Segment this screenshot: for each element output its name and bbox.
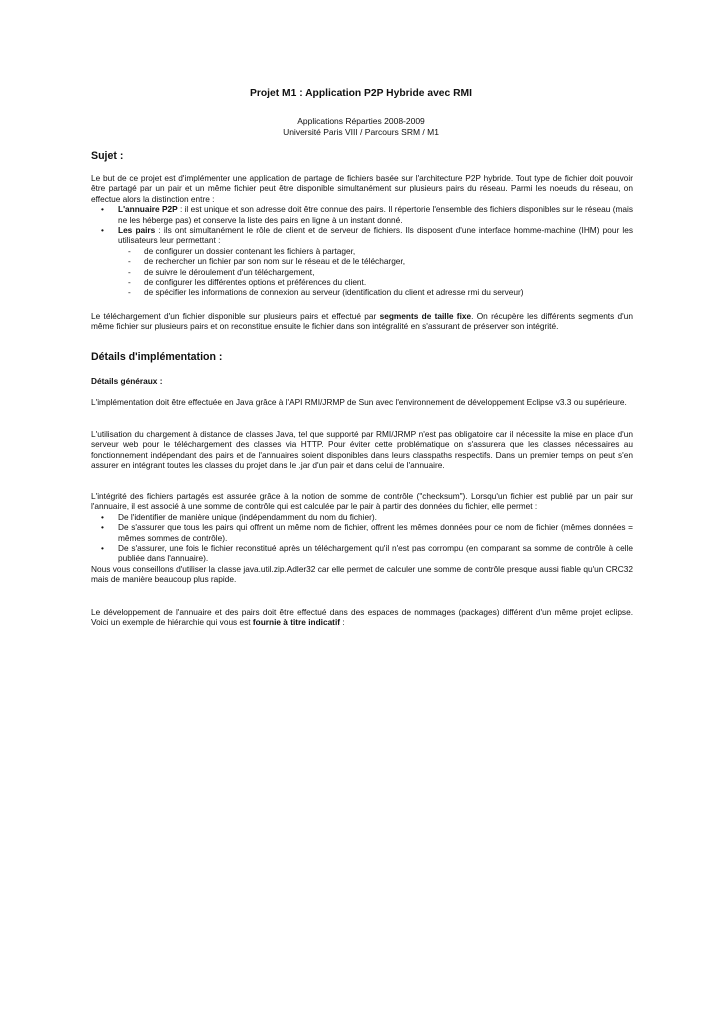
download-paragraph	[91, 311, 633, 332]
details-p4	[91, 607, 633, 628]
annuaire-label: L'annuaire P2P	[118, 204, 178, 215]
list-item: - de configurer les différentes options et préférences du client.	[91, 277, 633, 287]
list-item: - de suivre le déroulement d'un téléchargement,	[91, 267, 633, 277]
p4-text-pre: Le développement de l'annuaire et des pairs doit être effectué dans des espaces de nommages (packages) différent d'un même projet eclipse. Voici un exemple de hiérarchie qui vous est	[91, 607, 633, 628]
sujet-intro: Le but de ce projet est d'implémenter une application de partage de fichiers basée sur l'architecture P2P hybride. Tout type de fichier doit pouvoir être partagé par un pair et un même fichier peut être disponible simultanément sur plusieurs pairs du réseau. Parmi les noeuds du réseau, on effectue alors la distinction entre :	[91, 173, 633, 204]
download-text-bold: segments de taille fixe	[379, 311, 472, 321]
node-types-list	[91, 204, 633, 298]
details-heading: Détails d'implémentation :	[91, 351, 223, 363]
details-p3-after: Nous vous conseillons d'utiliser la classe java.util.zip.Adler32 car elle permet de calculer une somme de contrôle presque aussi fiable qu'un CRC32 mais de manière beaucoup plus rapide.	[91, 563, 633, 585]
list-item: - de spécifier les informations de connexion au serveur (identification du client et adresse rmi du serveur)	[91, 287, 633, 297]
pairs-label: Les pairs	[118, 225, 156, 236]
download-text-post: . On récupère les différents segments d'un même fichier sur plusieurs pairs et on reconstitue ensuite le fichier dans son intégralité en s'assurant de préserver son intégrité.	[91, 311, 633, 332]
p4-text-post: :	[340, 617, 345, 628]
list-item	[91, 225, 633, 298]
course-subtitle: Applications Réparties 2008-2009	[297, 116, 425, 126]
details-subheading: Détails généraux :	[91, 376, 163, 386]
list-item: • De s'assurer, une fois le fichier reconstitué après un téléchargement qu'il n'est pas corrompu (en comparant sa somme de contrôle à celle publiée dans l'annuaire).	[91, 543, 633, 564]
list-item: - de rechercher un fichier par son nom sur le réseau et de le télécharger,	[91, 256, 633, 266]
list-item: • De s'assurer que tous les pairs qui offrent un même nom de fichier, offrent les mêmes données pour ce nom de fichier (mêmes données = mêmes sommes de contrôle).	[91, 522, 633, 543]
checksum-section	[91, 491, 633, 585]
document-title: Projet M1 : Application P2P Hybride avec RMI	[249, 88, 472, 99]
sujet-heading: Sujet :	[91, 150, 124, 162]
annuaire-text: : il est unique et son adresse doit être connue des pairs. Il répertorie l'ensemble des fichiers disponibles sur le réseau (mais ne les héberge pas) et conserve la liste des pairs en ligne à un instant donné.	[118, 204, 633, 225]
pairs-capabilities-list	[91, 246, 633, 298]
details-p3: L'intégrité des fichiers partagés est assurée grâce à la notion de somme de contrôle ("checksum"). Lorsqu'un fichier est publié par un pair sur l'annuaire, il est associé à une somme de contrôle qui est calculée par le pair à partir des données du fichier, elle permet :	[91, 491, 633, 512]
list-item: - de configurer un dossier contenant les fichiers à partager,	[91, 246, 633, 256]
university-subtitle: Université Paris VIII / Parcours SRM / M1	[283, 127, 439, 137]
list-item	[91, 204, 633, 225]
list-item: • De l'identifier de manière unique (indépendamment du nom du fichier).	[91, 512, 633, 522]
download-text-pre: Le téléchargement d'un fichier disponible sur plusieurs pairs et effectué par	[91, 311, 380, 321]
sujet-section	[91, 173, 633, 298]
p4-text-bold: fournie à titre indicatif	[252, 617, 341, 628]
pairs-text: : ils ont simultanément le rôle de client et de serveur de fichiers. Ils disposent d'une interface homme-machine (IHM) pour les utilisateurs leur permettant :	[118, 225, 633, 246]
details-p1: L'implémentation doit être effectuée en Java grâce à l'API RMI/JRMP de Sun avec l'environnement de développement Eclipse v3.3 ou supérieure.	[91, 397, 627, 407]
checksum-purpose-list	[91, 512, 633, 564]
details-p2: L'utilisation du chargement à distance de classes Java, tel que supporté par RMI/JRMP n'est pas obligatoire car il nécessite la mise en place d'un serveur web pour le téléchargement des classes via HTTP. Pour éviter cette problématique on s'assurera que les classes nécessaires au fonctionnement indépendant des pairs et de l'annuaires soient disponibles dans leurs classpaths respectifs. Dans un premier temps on peut s'en assurer en intégrant toutes les classes du projet dans le .jar d'un pair et dans celui de l'annuaire.	[91, 429, 633, 471]
